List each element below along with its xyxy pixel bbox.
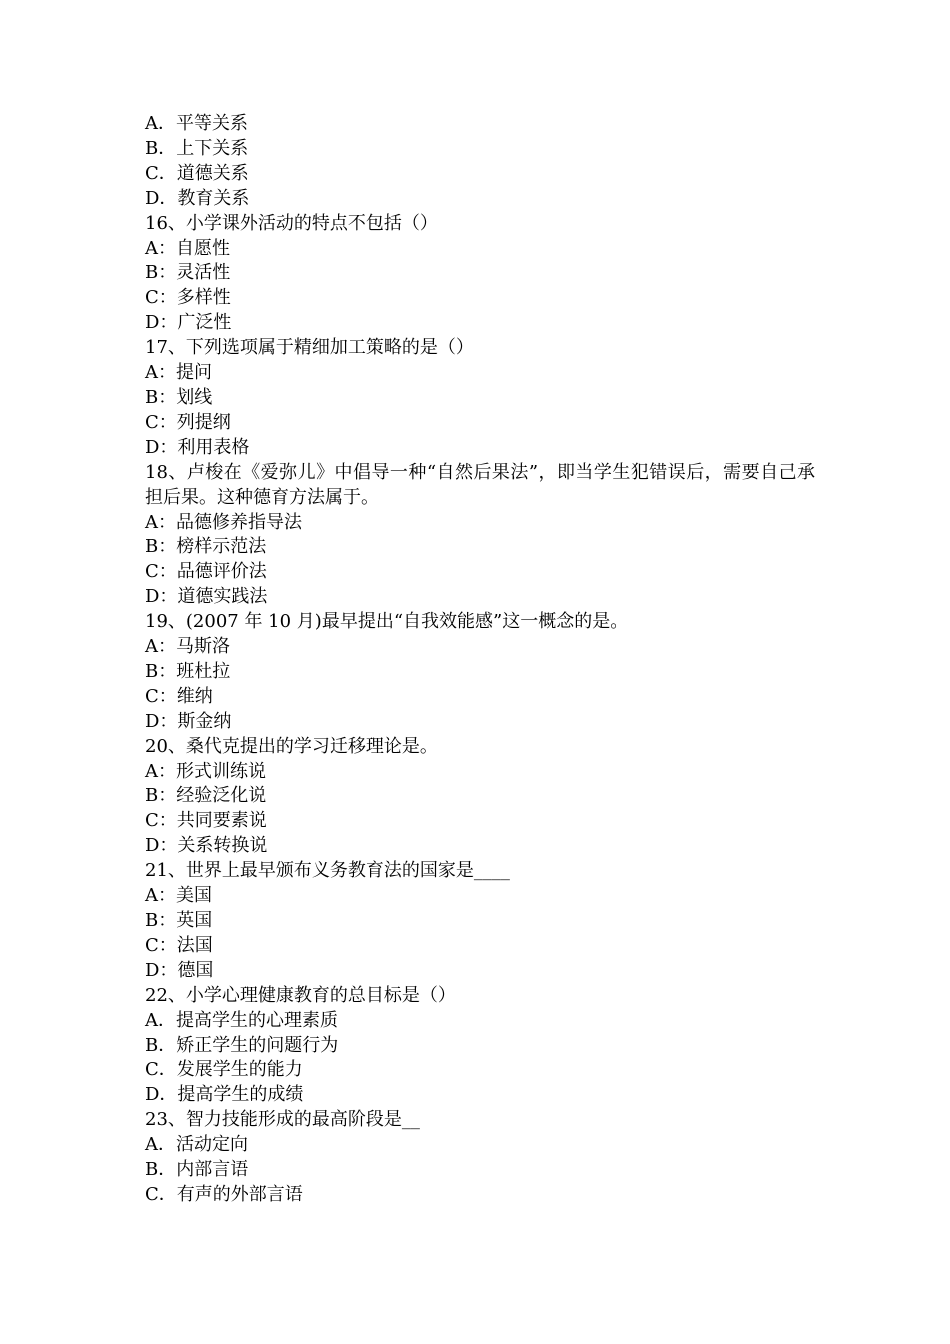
answer-option: C：列提纲	[145, 411, 231, 433]
answer-option: B：班杜拉	[145, 660, 231, 682]
answer-option: A．活动定向	[145, 1134, 248, 1156]
answer-option: C：品德评价法	[145, 561, 267, 583]
answer-option: D：广泛性	[145, 312, 232, 334]
answer-option: A：形式训练说	[145, 760, 266, 782]
question-text: 16、小学课外活动的特点不包括（）	[145, 212, 438, 234]
answer-option: C．有声的外部言语	[145, 1183, 303, 1205]
answer-option: C：多样性	[145, 287, 231, 309]
answer-option: D：德国	[145, 959, 214, 981]
answer-option: A．提高学生的心理素质	[145, 1009, 338, 1031]
answer-option: B．矫正学生的问题行为	[145, 1034, 339, 1056]
question-text: 17、下列选项属于精细加工策略的是（）	[145, 337, 474, 359]
answer-option: C：法国	[145, 934, 213, 956]
answer-option: B：英国	[145, 910, 213, 931]
answer-option: D．提高学生的成绩	[145, 1084, 304, 1106]
answer-option: C：维纳	[145, 685, 213, 707]
question-text: 18、卢梭在《爱弥儿》中倡导一种“自然后果法”，即当学生犯错误后，需要自己承担后果。这种德育方法属于。	[145, 461, 815, 508]
answer-option: B：灵活性	[145, 262, 231, 284]
answer-option: A：提问	[145, 362, 212, 384]
answer-option: A：品德修养指导法	[145, 511, 302, 533]
answer-option: B．内部言语	[145, 1159, 249, 1181]
answer-option: C：共同要素说	[145, 810, 267, 832]
answer-option: B．上下关系	[145, 137, 249, 159]
answer-option: C．道德关系	[145, 162, 249, 184]
question-text: 19、(2007 年 10 月)最早提出“自我效能感”这一概念的是。	[145, 611, 629, 633]
question-text: 22、小学心理健康教育的总目标是（）	[145, 984, 456, 1006]
answer-option: A：美国	[145, 885, 212, 907]
answer-option: B：划线	[145, 386, 213, 408]
answer-option: D：道德实践法	[145, 586, 268, 608]
answer-option: D：斯金纳	[145, 710, 232, 732]
document-page	[145, 112, 815, 1208]
answer-option: A：马斯洛	[145, 636, 230, 658]
question-text: 23、智力技能形成的最高阶段是__	[145, 1109, 420, 1131]
answer-option: C．发展学生的能力	[145, 1059, 303, 1081]
answer-option: D：关系转换说	[145, 835, 268, 857]
answer-option: A．平等关系	[145, 113, 248, 134]
answer-option: D．教育关系	[145, 187, 250, 209]
answer-option: D：利用表格	[145, 436, 250, 458]
answer-option: B：榜样示范法	[145, 536, 267, 558]
answer-option: B：经验泛化说	[145, 785, 267, 807]
question-text: 20、桑代克提出的学习迁移理论是。	[145, 735, 438, 757]
question-text: 21、世界上最早颁布义务教育法的国家是____	[145, 860, 510, 882]
answer-option: A：自愿性	[145, 237, 230, 259]
